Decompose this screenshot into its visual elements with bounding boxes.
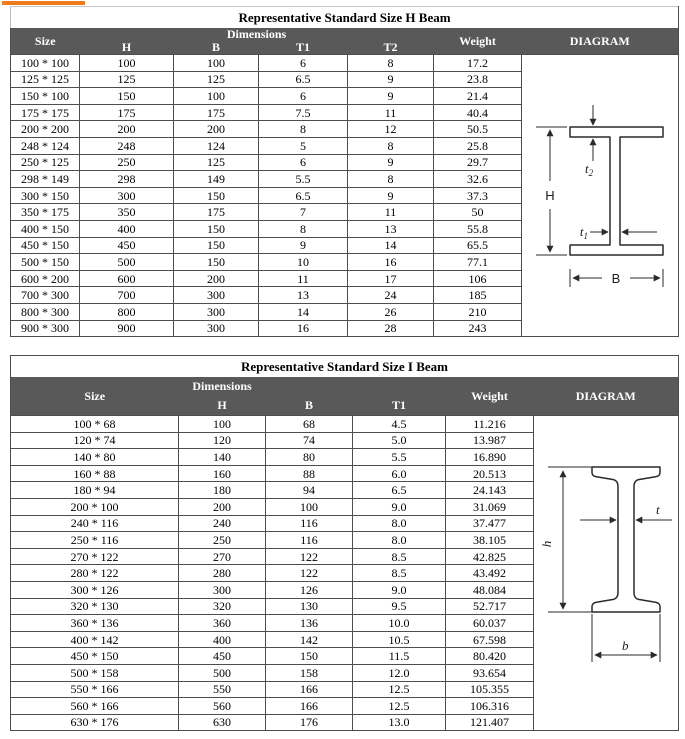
accent-highlight-bar (2, 1, 85, 5)
table-cell: 8 (348, 55, 434, 72)
table-cell: 400 (80, 220, 174, 237)
table-cell: 250 * 116 (11, 532, 179, 549)
table-cell: 185 (434, 287, 522, 304)
table-cell: 320 * 130 (11, 598, 179, 615)
col-header-size: Size (11, 28, 80, 55)
table-cell: 150 (174, 237, 259, 254)
table-cell: 17.2 (434, 55, 522, 72)
table-cell: 12 (348, 121, 434, 138)
table-cell: 450 (80, 237, 174, 254)
table-cell: 560 (179, 698, 266, 715)
table-cell: 200 (179, 498, 266, 515)
table-cell: 270 * 122 (11, 548, 179, 565)
table-cell: 9.0 (353, 581, 446, 598)
table-cell: 126 (266, 581, 353, 598)
table-cell: 38.105 (446, 532, 534, 549)
table-cell: 8.5 (353, 565, 446, 582)
table-cell: 550 (179, 681, 266, 698)
col-header-diagram: DIAGRAM (534, 377, 679, 416)
table-cell: 280 (179, 565, 266, 582)
table-cell: 10.0 (353, 615, 446, 632)
table-cell: 52.717 (446, 598, 534, 615)
table-cell: 88 (266, 465, 353, 482)
table-cell: 122 (266, 565, 353, 582)
table-cell: 550 * 166 (11, 681, 179, 698)
table-cell: 250 * 125 (11, 154, 80, 171)
table-cell: 900 (80, 320, 174, 337)
table-cell: 106.316 (446, 698, 534, 715)
table-cell: 80 (266, 449, 353, 466)
table-cell: 240 * 116 (11, 515, 179, 532)
table-cell: 700 * 300 (11, 287, 80, 304)
table-cell: 12.5 (353, 698, 446, 715)
table-cell: 6.5 (259, 187, 348, 204)
table-cell: 250 (80, 154, 174, 171)
table-cell: 11.5 (353, 648, 446, 665)
table-cell: 300 (174, 320, 259, 337)
table-cell: 500 * 158 (11, 664, 179, 681)
table-cell: 6.5 (353, 482, 446, 499)
table-cell: 6 (259, 154, 348, 171)
table-cell: 300 (174, 303, 259, 320)
table-cell: 11 (348, 104, 434, 121)
diagram-label-b: b (622, 638, 629, 653)
col-header-weight: Weight (434, 28, 522, 55)
table-cell: 200 * 100 (11, 498, 179, 515)
table-cell: 7.5 (259, 104, 348, 121)
table-cell: 4.5 (353, 416, 446, 433)
table-cell: 6 (259, 88, 348, 105)
table-cell: 125 (80, 71, 174, 88)
col-header-diagram: DIAGRAM (522, 28, 679, 55)
table-cell: 270 (179, 548, 266, 565)
table-cell: 9 (348, 71, 434, 88)
table-cell: 298 (80, 171, 174, 188)
diagram-label-t1: $t_1$ (579, 224, 588, 241)
table-cell: 74 (266, 432, 353, 449)
table-cell: 26 (348, 303, 434, 320)
col-header-spacer (353, 377, 446, 396)
dimension-arrows (548, 467, 672, 662)
table-cell: 450 * 150 (11, 648, 179, 665)
table-cell: 17 (348, 270, 434, 287)
table-cell: 125 (174, 154, 259, 171)
table-cell: 400 (179, 631, 266, 648)
col-header-b: B (174, 41, 259, 55)
table-cell: 150 (174, 220, 259, 237)
table-cell: 800 * 300 (11, 303, 80, 320)
col-header-h: H (179, 396, 266, 416)
table-cell: 500 (179, 664, 266, 681)
table-cell: 32.6 (434, 171, 522, 188)
table-cell: 77.1 (434, 254, 522, 271)
table-cell: 175 (80, 104, 174, 121)
col-header-b: B (266, 396, 353, 416)
diagram-label-h: h (539, 540, 554, 548)
table-cell: 13.0 (353, 714, 446, 731)
table-cell: 31.069 (446, 498, 534, 515)
table-cell: 180 (179, 482, 266, 499)
table-cell: 124 (174, 137, 259, 154)
table-cell: 12.0 (353, 664, 446, 681)
table-cell: 100 (174, 55, 259, 72)
table-cell: 500 * 150 (11, 254, 80, 271)
table-cell: 100 (266, 498, 353, 515)
table-cell: 8 (348, 171, 434, 188)
table-cell: 37.477 (446, 515, 534, 532)
h-beam-table-section (10, 6, 679, 337)
table-cell: 248 (80, 137, 174, 154)
table-cell: 65.5 (434, 237, 522, 254)
table-cell: 360 (179, 615, 266, 632)
table-cell: 400 * 142 (11, 631, 179, 648)
table-cell: 11.216 (446, 416, 534, 433)
col-header-h: H (80, 41, 174, 55)
table-cell: 14 (259, 303, 348, 320)
table-cell: 166 (266, 698, 353, 715)
table-cell: 50.5 (434, 121, 522, 138)
table-cell: 60.037 (446, 615, 534, 632)
table-cell: 800 (80, 303, 174, 320)
table-cell: 150 * 100 (11, 88, 80, 105)
table-cell: 122 (266, 548, 353, 565)
table-cell: 175 (174, 204, 259, 221)
col-header-t1: T1 (353, 396, 446, 416)
table-cell: 248 * 124 (11, 137, 80, 154)
table-cell: 20.513 (446, 465, 534, 482)
i-beam-table-section (10, 355, 679, 731)
table-cell: 600 * 200 (11, 270, 80, 287)
col-header-weight: Weight (446, 377, 534, 416)
table-cell: 16 (348, 254, 434, 271)
table-cell: 24.143 (446, 482, 534, 499)
table-cell: 37.3 (434, 187, 522, 204)
diagram-label-t2: $t_2$ (585, 161, 594, 178)
table-cell: 200 (80, 121, 174, 138)
table-cell: 25.8 (434, 137, 522, 154)
i-beam-table-title: Representative Standard Size I Beam (11, 356, 679, 378)
table-cell: 6 (259, 55, 348, 72)
i-beam-table (10, 355, 679, 731)
table-cell: 8.0 (353, 532, 446, 549)
table-cell: 9 (348, 154, 434, 171)
table-cell: 14 (348, 237, 434, 254)
table-cell: 93.654 (446, 664, 534, 681)
table-cell: 28 (348, 320, 434, 337)
table-cell: 10 (259, 254, 348, 271)
table-cell: 600 (80, 270, 174, 287)
table-cell: 300 (179, 581, 266, 598)
table-cell: 200 * 200 (11, 121, 80, 138)
table-cell: 68 (266, 416, 353, 433)
diagram-cell (522, 55, 679, 337)
table-cell: 300 * 126 (11, 581, 179, 598)
table-cell: 13 (348, 220, 434, 237)
table-cell: 630 (179, 714, 266, 731)
table-cell: 8 (259, 121, 348, 138)
table-cell: 150 (174, 254, 259, 271)
table-cell: 150 (174, 187, 259, 204)
table-cell: 243 (434, 320, 522, 337)
table-cell: 100 * 100 (11, 55, 80, 72)
table-cell: 43.492 (446, 565, 534, 582)
table-cell: 630 * 176 (11, 714, 179, 731)
table-cell: 7 (259, 204, 348, 221)
table-cell: 140 (179, 449, 266, 466)
diagram-cell (534, 416, 679, 731)
table-cell: 24 (348, 287, 434, 304)
table-cell: 298 * 149 (11, 171, 80, 188)
table-cell: 42.825 (446, 548, 534, 565)
i-beam-table-body (11, 416, 679, 731)
table-cell: 106 (434, 270, 522, 287)
i-beam-diagram (534, 416, 677, 729)
table-cell: 240 (179, 515, 266, 532)
table-cell: 16.890 (446, 449, 534, 466)
h-beam-table-body (11, 55, 679, 337)
table-cell: 9.0 (353, 498, 446, 515)
table-cell: 11 (348, 204, 434, 221)
table-cell: 149 (174, 171, 259, 188)
diagram-label-B: B (611, 271, 621, 286)
table-cell: 280 * 122 (11, 565, 179, 582)
h-beam-table (10, 6, 679, 337)
table-cell: 136 (266, 615, 353, 632)
table-cell: 11 (259, 270, 348, 287)
table-cell: 150 (266, 648, 353, 665)
table-cell: 48.084 (446, 581, 534, 598)
table-cell: 210 (434, 303, 522, 320)
table-cell: 180 * 94 (11, 482, 179, 499)
col-header-dimensions: Dimensions (80, 28, 434, 41)
table-cell: 200 (174, 121, 259, 138)
table-cell: 16 (259, 320, 348, 337)
table-cell: 5 (259, 137, 348, 154)
table-cell: 80.420 (446, 648, 534, 665)
table-cell: 200 (174, 270, 259, 287)
diagram-label-t: t (656, 502, 660, 517)
col-header-t1: T1 (259, 41, 348, 55)
table-cell: 13.987 (446, 432, 534, 449)
table-cell: 13 (259, 287, 348, 304)
col-header-dimensions: Dimensions (179, 377, 266, 396)
table-cell: 6.0 (353, 465, 446, 482)
table-cell: 700 (80, 287, 174, 304)
table-cell: 160 (179, 465, 266, 482)
table-cell: 50 (434, 204, 522, 221)
table-cell: 900 * 300 (11, 320, 80, 337)
table-cell: 5.5 (259, 171, 348, 188)
table-cell: 40.4 (434, 104, 522, 121)
table-cell: 100 (174, 88, 259, 105)
table-cell: 9 (259, 237, 348, 254)
table-cell: 12.5 (353, 681, 446, 698)
table-cell: 320 (179, 598, 266, 615)
table-cell: 140 * 80 (11, 449, 179, 466)
table-cell: 116 (266, 515, 353, 532)
table-cell: 9 (348, 88, 434, 105)
table-cell: 67.598 (446, 631, 534, 648)
table-cell: 300 (174, 287, 259, 304)
table-cell: 150 (80, 88, 174, 105)
table-cell: 500 (80, 254, 174, 271)
table-cell: 8 (348, 137, 434, 154)
table-cell: 175 * 175 (11, 104, 80, 121)
table-cell: 29.7 (434, 154, 522, 171)
table-cell: 560 * 166 (11, 698, 179, 715)
table-cell: 350 * 175 (11, 204, 80, 221)
table-cell: 9.5 (353, 598, 446, 615)
table-cell: 120 (179, 432, 266, 449)
table-cell: 100 (80, 55, 174, 72)
table-row (11, 416, 679, 433)
i-beam-section-outline (592, 467, 660, 612)
col-header-spacer (266, 377, 353, 396)
table-cell: 120 * 74 (11, 432, 179, 449)
table-cell: 125 (174, 71, 259, 88)
table-cell: 6.5 (259, 71, 348, 88)
table-cell: 100 * 68 (11, 416, 179, 433)
table-cell: 10.5 (353, 631, 446, 648)
h-beam-table-title: Representative Standard Size H Beam (11, 7, 679, 29)
diagram-label-H: H (545, 188, 555, 203)
table-cell: 400 * 150 (11, 220, 80, 237)
table-cell: 100 (179, 416, 266, 433)
table-cell: 350 (80, 204, 174, 221)
table-cell: 176 (266, 714, 353, 731)
table-cell: 5.0 (353, 432, 446, 449)
table-cell: 23.8 (434, 71, 522, 88)
table-cell: 250 (179, 532, 266, 549)
table-cell: 5.5 (353, 449, 446, 466)
table-cell: 21.4 (434, 88, 522, 105)
table-cell: 8.5 (353, 548, 446, 565)
table-cell: 158 (266, 664, 353, 681)
table-cell: 175 (174, 104, 259, 121)
table-cell: 9 (348, 187, 434, 204)
col-header-t2: T2 (348, 41, 434, 55)
table-cell: 121.407 (446, 714, 534, 731)
col-header-size: Size (11, 377, 179, 416)
table-cell: 360 * 136 (11, 615, 179, 632)
table-cell: 166 (266, 681, 353, 698)
table-cell: 160 * 88 (11, 465, 179, 482)
table-cell: 116 (266, 532, 353, 549)
table-row (11, 55, 679, 72)
table-cell: 8.0 (353, 515, 446, 532)
table-cell: 142 (266, 631, 353, 648)
table-cell: 130 (266, 598, 353, 615)
table-cell: 450 * 150 (11, 237, 80, 254)
table-cell: 94 (266, 482, 353, 499)
table-cell: 450 (179, 648, 266, 665)
table-cell: 55.8 (434, 220, 522, 237)
table-cell: 105.355 (446, 681, 534, 698)
table-cell: 8 (259, 220, 348, 237)
table-cell: 300 (80, 187, 174, 204)
table-cell: 125 * 125 (11, 71, 80, 88)
h-beam-diagram (522, 55, 677, 335)
table-cell: 300 * 150 (11, 187, 80, 204)
